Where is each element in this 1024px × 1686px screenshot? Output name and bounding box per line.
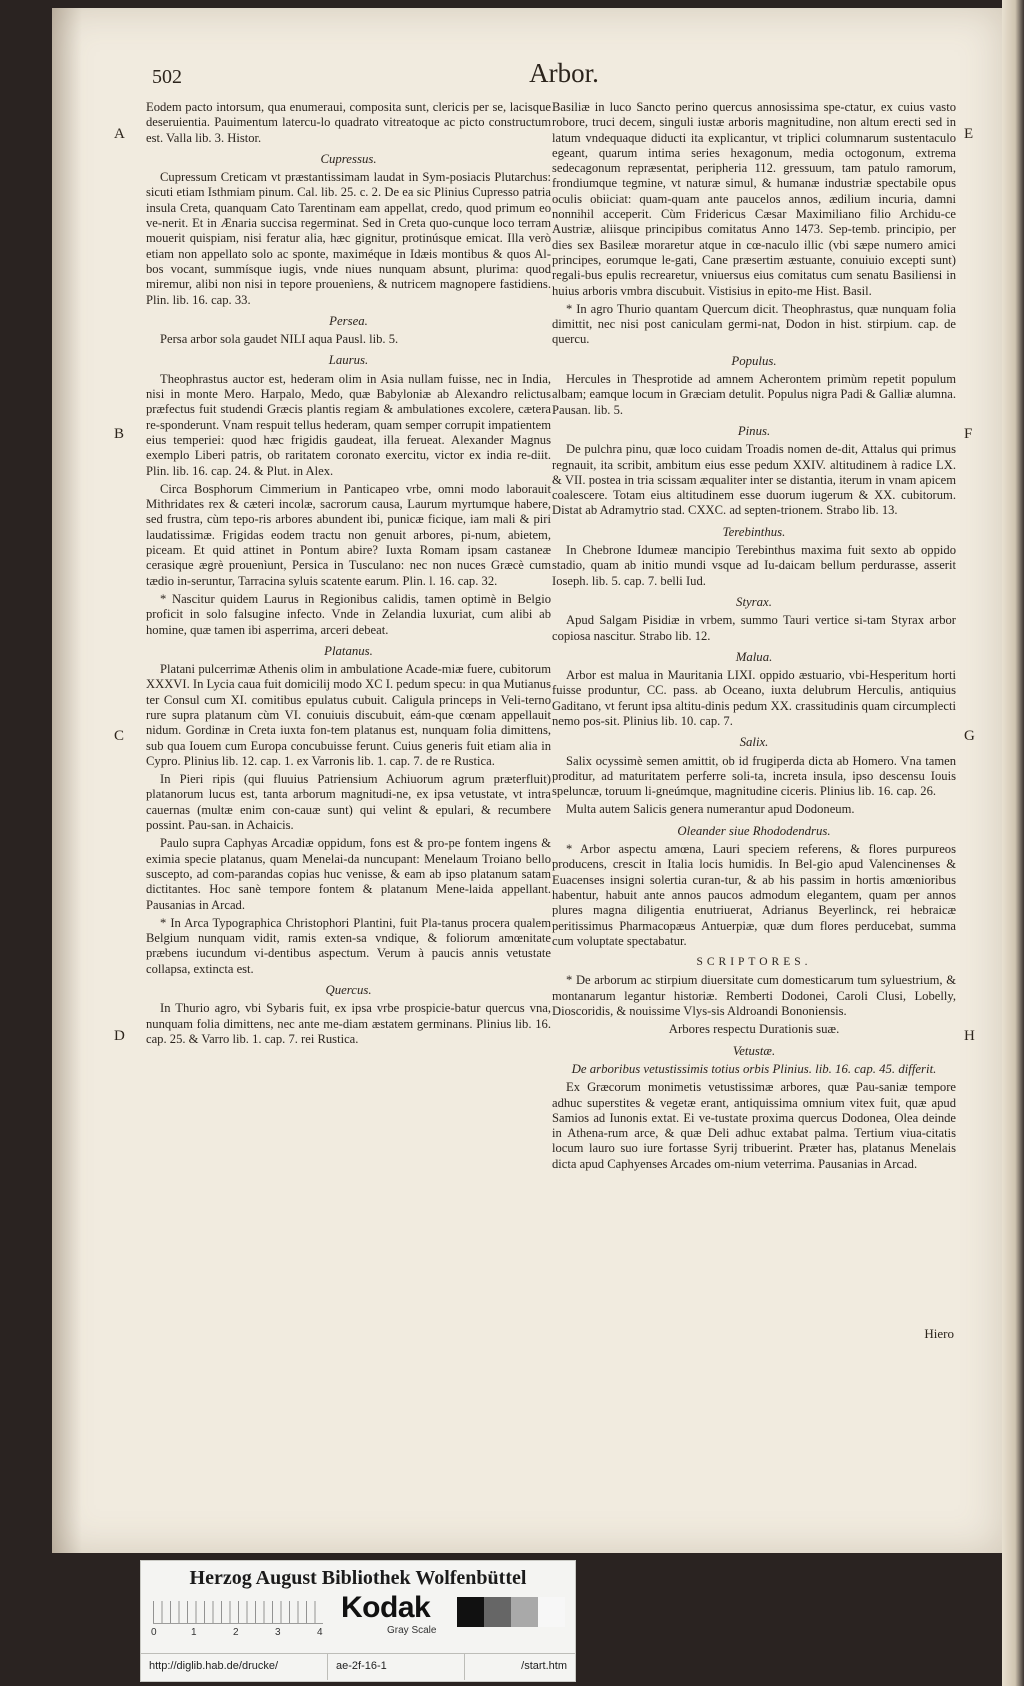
page-number: 502: [152, 66, 182, 88]
next-page-edge: [1002, 0, 1024, 1686]
digitization-card: [140, 1560, 576, 1682]
swatch: [484, 1597, 511, 1627]
section-heading: Persea.: [329, 313, 368, 328]
margin-letter-c: C: [114, 728, 125, 744]
left-column: [146, 100, 551, 1050]
margin-letter-f: F: [964, 426, 973, 442]
paragraph: * In Arca Typographica Christophori Plantini, fuit Pla-tanus procera qualem Belgium nunquam vidit, ramis exten-sa vndique, & foliorum amœnitate præbens iucundum vi-dentibus aspectum. Verum à paucis annis vetustate collapsa, extincta est.: [146, 915, 551, 976]
shelfmark: ae-2f-16-1: [328, 1654, 465, 1680]
paragraph: In Chebrone Idumeæ mancipio Terebinthus maxima fuit sexto ab oppido stadio, quam ab initio mundi vsque ad Iu-daicam bellum perdurasse, asserit Ioseph. lib. 5. cap. 7. belli Iud.: [552, 543, 956, 588]
paragraph: * Nascitur quidem Laurus in Regionibus calidis, tamen optimè in Belgio proficit in solo falsugine infecto. Vnde in Zelandia luxuriat, cum alibi ab homine, quæ tamen ibi asperrima, arceri debeat.: [146, 591, 551, 637]
paragraph: * Arbor aspectu amœna, Lauri speciem referens, & flores purpureos producens, crescit in Italia locis humidis. In Bel-gio apud Valencinenses & Euacenses insigni solertia curan-tur, & ab his passim in hortis amœnioribus habentur, habuit ante annos paucos admodum elegantem, quam per annos plures magna diligentia enutriuerat, Adrianus Beyerlinck, rei hebraicæ peritissimus Pharmacopæus Antuerpiæ, quæ dum flores perducebat, summa cum voluptate spectabatur.: [552, 842, 956, 948]
right-column: [552, 100, 956, 1175]
paragraph: * In agro Thurio quantam Quercum dicit. Theophrastus, quæ nunquam folia dimittit, nec nisi post caniculam germi-nat, Dodon in hist. stirpium. cap. de quercu.: [552, 301, 956, 347]
catchword: Hiero: [924, 1326, 954, 1341]
paragraph: Platani pulcerrimæ Athenis olim in ambulatione Acade-miæ fuere, cubitorum XXXVI. In Lycia caua fuit domicilij modo XC I. pedum specu: in qua Mutianus ter Consul cum XI. comitibus epulatus cubuit. Caligula princeps in Veli-terno rure supra platanum cùm VI. conuiuis discubuit, eám-que cœnam appellauit nidum. Gordinæ in Creta iuxta fon-tem platanus est, nunquam folia dimittens, sub qua Iouem cum Europa concubuisse ferunt. Cuius generis fuit etiam alia in Cypro. Plinius lib. 12. cap. 1. ex Varronis lib. 1. cap. 7. de re Rustica.: [146, 662, 551, 768]
paragraph: Hercules in Thesprotide ad amnem Acherontem primùm repetit populum albam; eamque locum in Græciam detulit. Populus nigra Padi & Galliæ alumna. Pausan. lib. 5.: [552, 372, 956, 417]
paragraph: In Thurio agro, vbi Sybaris fuit, ex ipsa vrbe prospicie-batur quercus vna, nunquam folia dimittens, nec ante me-diam æstatem germinans. Plinius lib. 16. cap. 25. & Varro lib. 1. cap. 7. rei Rustica.: [146, 1001, 551, 1046]
paragraph: Salix ocyssimè semen amittit, ob id frugiperda dicta ab Homero. Vna tamen proditur, ad maturitatem perferre soli-ta, increta insula, ipso descensu Iouis speluncæ, toruum li-gneúmque, magnitudine ciceris. Plinius lib. 16. cap. 26.: [552, 753, 956, 799]
footer-links: [141, 1653, 575, 1680]
ruler-scale: [153, 1601, 323, 1624]
ruler-number: 0: [151, 1627, 157, 1638]
section-heading: Salix.: [739, 735, 769, 750]
paragraph: * De arborum ac stirpium diuersitate cum domesticarum tum syluestrium, & montanarum legantur historiæ. Remberti Dodonei, Caroli Clusi, Lobelly, Dioscoridis, & nouissime Vlys-sis Aldroandi Bononiensis.: [552, 973, 956, 1019]
section-heading: Styrax.: [736, 594, 772, 609]
paragraph: Circa Bosphorum Cimmerium in Panticapeo vrbe, omni modo laborauit Mithridates rex & cæteri incolæ, sacrorum causa, Laurum myrtumque habere, sed frustra, cùm tepo-ris arbores abundent ibi, punicæ ficique, iam mali & piri laudatissimæ. Frigidas eodem tractu non genuit arbores, pi-num, abietem, piceam. Et quid attinet in Pontum abire? Iuxta Romam ipsam castaneæ cerasique ægrè prouenìunt, Persica in Tusculano: nec non nuces Græcè cum tædio in-seruntur, Tarracina syluis scatente earum. Plin. l. 16. cap. 32.: [146, 481, 551, 588]
running-title: Arbor.: [529, 58, 599, 88]
paragraph: Ex Græcorum monimetis vetustissimæ arbores, quæ Pau-saniæ tempore adhuc superstites & vegetæ erant, antiquissima omnium vitex fuit, quæ apud Samios ad Iunonis extat. Ei ve-tustate proxima quercus Dodonea, Olea deinde in Athena-rum arce, & quæ Deli adhuc extabat palma. Tertium viua-citatis locum lauro suo iure fortasse Syrij tribuerint. Præter has, platanus Menelais dicta apud Caphyenses Arcades om-nium veterrima. Pausanias in Arcad.: [552, 1080, 956, 1171]
paragraph: Paulo supra Caphyas Arcadiæ oppidum, fons est & pro-pe fontem ingens & eximia specie platanus, quam Menelai-da nuncupant: Menelaum Troiano bello suscepto, ad com-parandas copias huc venisse, & eam ab ipso platanum satam dictitantes. Hoc sanè tempore fontem & platanum Mene-laida appellant. Pausanias in Arcad.: [146, 836, 551, 912]
gray-scale-label: Gray Scale: [387, 1625, 437, 1636]
paragraph: Arbor est malua in Mauritania LIXI. oppido æstuario, vbi-Hesperitum horti fuisse produntur, CC. pass. ab Oceano, iuxta delubrum Herculis, antiquius Gaditano, vt ferunt ipsa altitu-dinis pedum XX. crassitudinis quam circumplecti nemo pos-sit. Plinius lib. 10. cap. 7.: [552, 668, 956, 728]
swatch: [457, 1597, 484, 1627]
section-heading: SCRIPTORES.: [696, 956, 812, 969]
margin-letter-g: G: [964, 728, 975, 744]
section-heading: Malua.: [735, 649, 773, 664]
section-heading: Cupressus.: [320, 151, 377, 166]
paragraph: Eodem pacto intorsum, qua enumeraui, composita sunt, clericis per se, lacisque deseruientia. Pauimentum latercu-lo quadrato vitreatoque ac picto constructum est. Valla lib. 3. Histor.: [146, 100, 551, 145]
book-page: [52, 8, 1002, 1553]
subheading: De arboribus vetustissimis totius orbis Plinius. lib. 16. cap. 45. differit.: [571, 1061, 937, 1076]
ruler-number: 1: [191, 1627, 197, 1638]
section-heading: Quercus.: [325, 983, 372, 998]
start-link[interactable]: /start.htm: [521, 1660, 567, 1672]
margin-letter-a: A: [114, 126, 125, 142]
section-heading: Vetustæ.: [732, 1043, 776, 1058]
kodak-logo: Kodak: [341, 1591, 431, 1624]
swatch: [511, 1597, 538, 1627]
paragraph: Theophrastus auctor est, hederam olim in Asia nullam fuisse, nec in India, nisi in monte Mero. Harpalo, Medo, quæ Babyloniæ ab Alexandro relictus præfectus fuit studendi Græcis plantis regiam & ambulationes excolere, cætera re-sponderunt. Vnam respuit tellus hederam, quam semper corrupit impatientem eius temperiei: quod hæc frigidis gaudeat, illa ferueat. Alexander Magnus exemplo Liberi patris, ob raritatem coronato exercitu, victor ex india re-diit. Plin. lib. 16. cap. 24. & Plut. in Alex.: [146, 371, 551, 478]
margin-letter-h: H: [964, 1028, 975, 1044]
swatch: [538, 1597, 565, 1627]
gray-swatches: [457, 1597, 565, 1627]
margin-letter-d: D: [114, 1028, 125, 1044]
section-heading: Populus.: [731, 353, 777, 368]
gutter-shadow: [52, 8, 82, 1553]
page-header: [152, 58, 976, 98]
ruler-number: 3: [275, 1627, 281, 1638]
section-heading: Platanus.: [324, 643, 373, 658]
paragraph: Multa autem Salicis genera numerantur apud Dodoneum.: [566, 802, 855, 817]
section-heading: Laurus.: [328, 353, 369, 368]
library-name: Herzog August Bibliothek Wolfenbüttel: [189, 1567, 527, 1589]
ruler-number: 2: [233, 1627, 239, 1638]
paragraph: In Pieri ripis (qui fluuius Patriensium Achiuorum agrum præterfluit) platanorum lucus est, tanta arborum magnitudi-ne, ex ipsa vetustate, vt intra cauernas (multæ enim con-cauæ sunt) qui velint & epulari, & recumbere possint. Pau-san. in Achaicis.: [146, 772, 551, 833]
paragraph: Apud Salgam Pisidiæ in vrbem, summo Tauri vertice si-tam Styrax arbor copiosa nascitur. Strabo lib. 12.: [552, 613, 956, 643]
margin-letter-e: E: [964, 126, 974, 142]
paragraph: Basiliæ in luco Sancto perino quercus annosissima spe-ctatur, ex cuius vasto robore, truci decem, singuli iustæ arboris magnitudine, non altum erecti sed in latum vndequaque diducti ita explicantur, vt triplici columnarum sustentaculo egeant, quarum intima series hexagonum, media octogonum, extrema sedecagonum repræsentat, peripheria 112. gressuum, tam patulo ramorum, frondiumque tegmine, vt naturæ simul, & humanæ industriæ spectabile opus oculis obiiciat: quam-quam ante paucelos annos, ædilium incuria, damni nonnihil acceperit. Cùm Fridericus Cæsar Maximiliano filio Archidu-ce Austriæ, aliisque principibus comitatus Anno 1473. Sep-temb. principio, per dies sex Basileæ moraretur atque in cœ-naculo illic (vbi sæpe numero amici principes, eorumque le-gati, Cane præsertim æstuante, conuiuio excepti sunt) regali-bus epulis recrearetur, vniuersus eius comitatus cum senatu Basiliensi in huius arboris vmbra discubuit. Vistisius in epito-me Hist. Basil.: [552, 100, 956, 298]
paragraph: De pulchra pinu, quæ loco cuidam Troadis nomen de-dit, Attalus qui primus regnauit, ita scribit, ambitum eius esse pedum XXIV. altitudinem à radice LX. & VII. postea in tria scissam æqualiter inter se distantia, iterum in vnam apicem coalescere. Totam eius altitudinem esse duorum iugerum & XX. cubitorum. Distat ab Adramytrio stad. CXXC. ad septen-trionem. Strabo lib. 13.: [552, 442, 956, 518]
ruler-number: 4: [317, 1627, 323, 1638]
section-heading: Pinus.: [737, 423, 771, 438]
margin-letter-b: B: [114, 426, 125, 442]
paragraph: Persa arbor sola gaudet NILI aqua Pausl. lib. 5.: [160, 332, 399, 347]
subheading: Arbores respectu Durationis suæ.: [668, 1022, 840, 1037]
paragraph: Cupressum Creticam vt præstantissimam laudat in Sym-posiacis Plutarchus: sicuti etiam Isthmiam pinum. Cal. lib. 25. c. 2. De ea sic Plinius Cupresso patria insula Creta, quanquam Cato Tarentinam eam appellat, credo, quod primum eo ve-nerit. Et in Ænaria succisa regerminat. Sed in Creta quo-cunque loco terram mouerit quispiam, nisi feratur alia, hæc gignitur, protinúsque emicat. Illa verò etiam non appellato solo ac sponte, maximéque in Idæis montibus & quos Al-bos vocant, summísque iugis, vnde niues nunquam absunt, plurima: quod miremur, alibi non nisi in tepore prouenìens, & nutricem magnopere fastidiens. Plin. lib. 16. cap. 33.: [146, 170, 551, 307]
digilib-url[interactable]: http://diglib.hab.de/drucke/: [141, 1654, 328, 1680]
section-heading: Terebinthus.: [722, 524, 786, 539]
section-heading: Oleander siue Rhododendrus.: [677, 823, 831, 838]
